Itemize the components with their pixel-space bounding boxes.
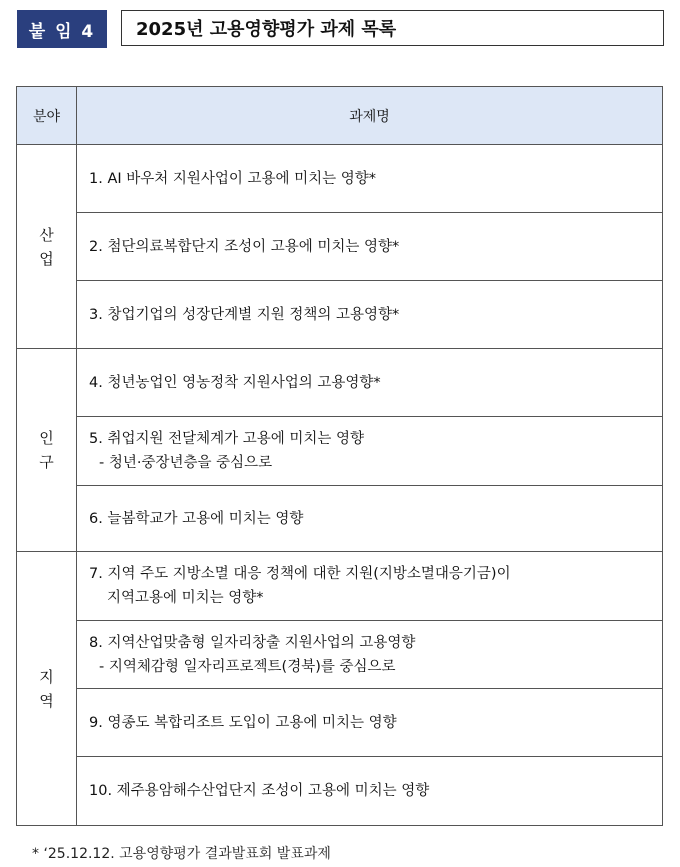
table-row xyxy=(17,213,663,281)
task-item: 6. 늘봄학교가 고용에 미치는 영향 xyxy=(77,486,663,552)
table-row xyxy=(17,621,663,689)
category-char: 업 xyxy=(39,249,54,268)
category-population xyxy=(17,349,77,552)
attachment-badge: 붙 임 4 xyxy=(17,10,107,48)
category-char: 구 xyxy=(39,453,54,471)
table-header-row xyxy=(17,87,663,145)
category-char: 역 xyxy=(39,691,54,710)
task-continuation: 지역고용에 미치는 영향* xyxy=(107,590,264,606)
table-row xyxy=(17,757,663,826)
table-row xyxy=(17,417,663,486)
task-subtitle: - 청년·중장년층을 중심으로 xyxy=(99,455,273,471)
document-title: 2025년 고용영향평가 과제 목록 xyxy=(121,10,664,46)
category-region xyxy=(17,552,77,826)
task-item: 4. 청년농업인 영농정착 지원사업의 고용영향* xyxy=(77,349,663,417)
task-item: 3. 창업기업의 성장단계별 지원 정책의 고용영향* xyxy=(77,281,663,349)
header-category: 분야 xyxy=(17,87,77,145)
task-item: 9. 영종도 복합리조트 도입이 고용에 미치는 영향 xyxy=(77,689,663,757)
table-row xyxy=(17,689,663,757)
category-industry xyxy=(17,145,77,349)
category-char: 지 xyxy=(39,667,54,686)
table-row xyxy=(17,552,663,621)
table-row xyxy=(17,145,663,213)
category-char: 산 xyxy=(39,225,54,244)
header-task-name: 과제명 xyxy=(77,87,663,145)
task-item: 8. 지역산업맞춤형 일자리창출 지원사업의 고용영향 - 지역체감형 일자리프로젝트(경북)를 중심으로 xyxy=(77,621,663,689)
footnote: * ‘25.12.12. 고용영향평가 결과발표회 발표과제 xyxy=(32,846,331,862)
task-item: 10. 제주용암해수산업단지 조성이 고용에 미치는 영향 xyxy=(77,757,663,826)
task-item: 2. 첨단의료복합단지 조성이 고용에 미치는 영향* xyxy=(77,213,663,281)
task-item: 1. AI 바우처 지원사업이 고용에 미치는 영향* xyxy=(77,145,663,213)
table-row xyxy=(17,349,663,417)
category-char: 인 xyxy=(39,429,54,447)
task-item: 5. 취업지원 전달체계가 고용에 미치는 영향 - 청년·중장년층을 중심으로 xyxy=(77,417,663,486)
task-list-table xyxy=(16,86,663,826)
task-item: 7. 지역 주도 지방소멸 대응 정책에 대한 지원(지방소멸대응기금)이 지역고용에 미치는 영향* xyxy=(77,552,663,621)
table-row xyxy=(17,486,663,552)
task-subtitle: - 지역체감형 일자리프로젝트(경북)를 중심으로 xyxy=(99,658,396,675)
table-row xyxy=(17,281,663,349)
